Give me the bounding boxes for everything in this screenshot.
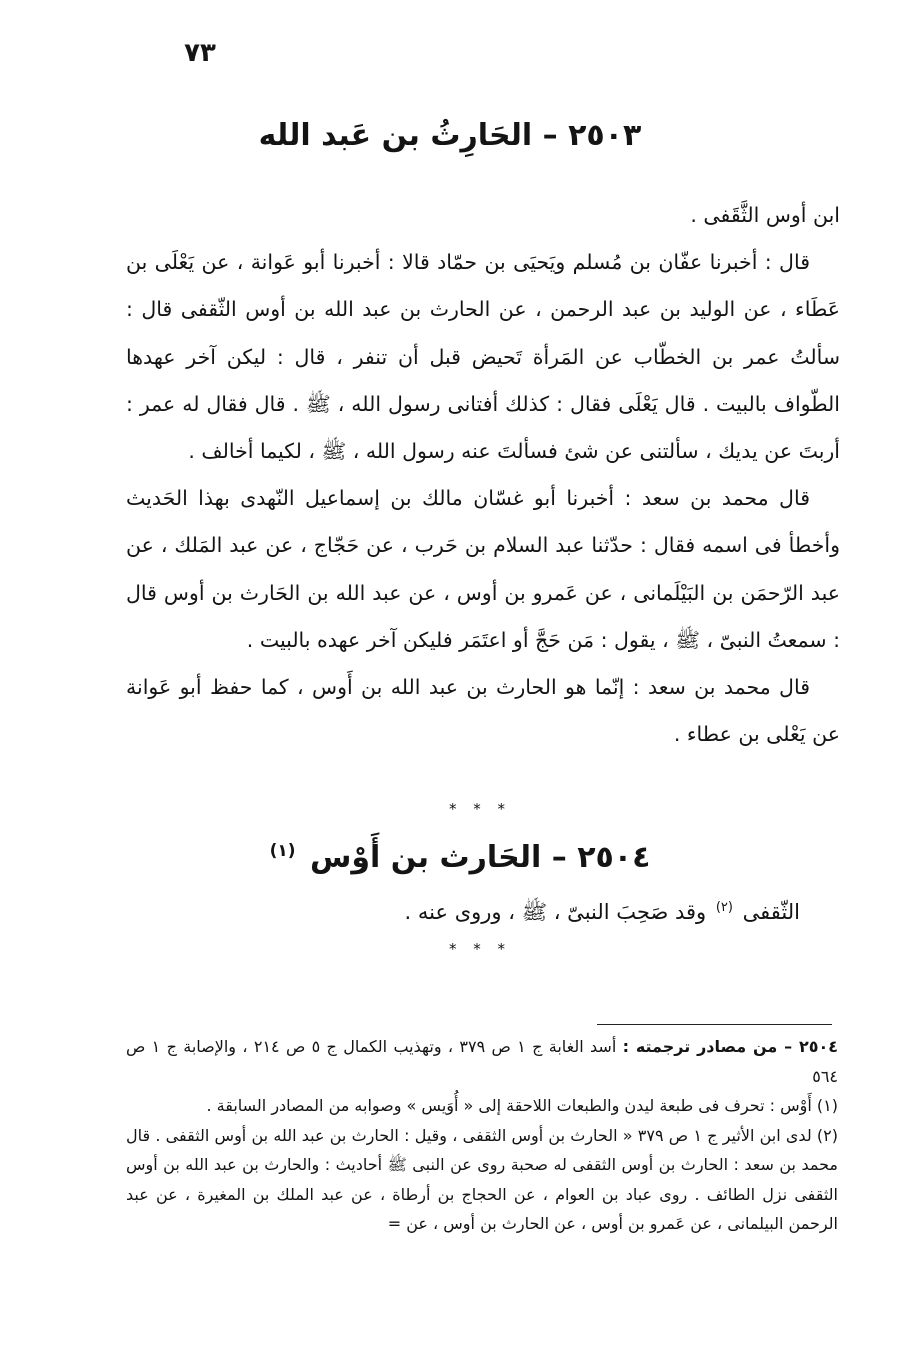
section-separator: * * *: [448, 940, 512, 958]
entry-2504-nisba: الثّقفى: [742, 900, 800, 924]
footnote-ref-2[interactable]: (٢): [715, 900, 733, 915]
footnote-ref-1[interactable]: (١): [269, 841, 296, 861]
entry-2503-paragraph-lineage: ابن أوس الثَّقَفى .: [690, 203, 840, 227]
footnote-sources-label: ٢٥٠٤ – من مصادر ترجمته :: [622, 1037, 838, 1056]
entry-2504-text: وقد صَحِبَ النبىّ ، ﷺ ، وروى عنه .: [404, 900, 707, 924]
entry-2503-body: [126, 192, 840, 758]
footnote-1: (١) أَوْس : تحرف فى طبعة ليدن والطبعات اللاحقة إلى « أُوَيس » وصوابه من المصادر السابقة .: [206, 1096, 838, 1115]
footnote-sources-text: أسد الغابة ج ١ ص ٣٧٩ ، وتهذيب الكمال ج ٥ ص ٢١٤ ، والإصابة ج ١ ص ٥٦٤: [126, 1037, 838, 1086]
footnote-2: (٢) لدى ابن الأثير ج ١ ص ٣٧٩ « الحارث بن أوس الثقفى ، وقيل : الحارث بن عبد الله بن أوس الثقفى . قال محمد بن سعد : الحارث بن أوس الثقفى له صحبة روى عن النبى ﷺ أحاديث : والحارث بن عبد الله بن أوس الثقفى نزل الطائف . روى عباد بن العوام ، عن الحجاج بن أرطاة ، عن عبد الملك بن المغيرة ، عن عبد الرحمن البيلمانى ، عن عَمرو بن أوس ، عن الحارث بن أوس ، عن =: [126, 1125, 838, 1233]
footnotes: [126, 1032, 838, 1239]
entry-2503-paragraph-hadith-2: قال محمد بن سعد : أخبرنا أبو غسّان مالك بن إسماعيل النّهدى بهذا الحَديث وأخطأ فى اسمه فقال : حدّثنا عبد السلام بن حَرب ، عن حَجّاج ، عن عبد المَلك ، عن عبد الرّحمَن بن البَيْلَمانى ، عن عَمرو بن أوس ، عن عبد الله بن الحَارث بن أوس قال : سمعتُ النبىّ ، ﷺ ، يقول : مَن حَجَّ أو اعتَمَر فليكن آخر عهده بالبيت .: [126, 486, 840, 652]
footnote-divider: [597, 1024, 832, 1025]
section-separator: * * *: [448, 800, 512, 818]
entry-2503-title: ٢٥٠٣ – الحَارِثُ بن عَبد الله: [258, 118, 642, 153]
footnote-sources: [126, 1032, 838, 1091]
entry-2504-title: ٢٥٠٤ – الحَارث بن أَوْس: [309, 840, 651, 875]
entry-2504-title-wrap: [250, 840, 670, 875]
page-number: ٧٣: [184, 38, 216, 68]
entry-2503-paragraph-hadith-1: قال : أخبرنا عفّان بن مُسلم ويَحيَى بن حمّاد قالا : أخبرنا أبو عَوانة ، عن يَعْلَى بن عَطَاء ، عن الوليد بن عبد الرحمن ، عن الحارث بن عبد الله بن أوس الثّقفى قال : سألتُ عمر بن الخطّاب عن المَرأة تَحيض قبل أن تنفر ، قال : ليكن آخر عهدها الطّواف بالبيت . قال يَعْلَى فقال : كذلك أفتانى رسول الله ، ﷺ . قال فقال له عمر : أربتَ عن يديك ، سألتنى عن شئ فسألتَ عنه رسول الله ، ﷺ ، لكيما أخالف .: [126, 250, 840, 464]
entry-2503-paragraph-correction: قال محمد بن سعد : إنّما هو الحارث بن عبد الله بن أَوس ، كما حفظ أبو عَوانة عن يَعْلى بن عطاء .: [126, 675, 840, 747]
entry-2504-description: [300, 888, 800, 932]
